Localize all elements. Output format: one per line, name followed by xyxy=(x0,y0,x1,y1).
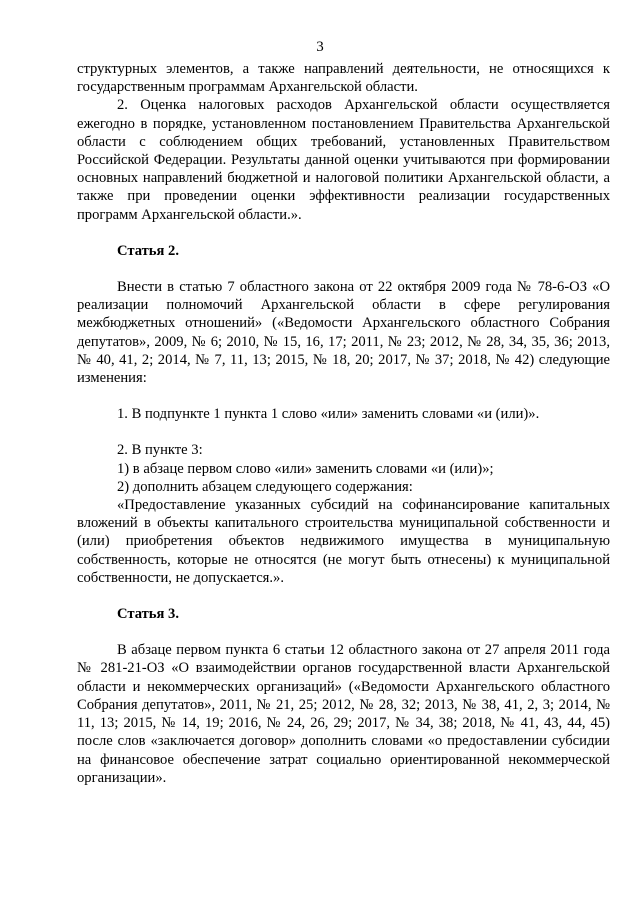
article-3-heading: Статья 3. xyxy=(117,606,179,623)
article-2-item-2: 2. В пункте 3: xyxy=(117,442,203,459)
spacer xyxy=(77,423,610,441)
spacer xyxy=(77,587,610,605)
article-3-body: В абзаце первом пункта 6 статьи 12 областного закона от 27 апреля 2011 года № 281-21-ОЗ «О взаимодействии органов государственной власти Архангельской области и некоммерческих организаций» («Ведомости Архангельского областного Собрания депутатов», 2011, № 21, 25; 2012, № 28, 32; 2013, № 38, 41, 2, 3; 2014, № 11, 13; 2015, № 14, 19; 2016, № 24, 26, 29; 2017, № 34, 38; 2018, № 41, 43, 44, 45) после слов «заключается договор» дополнить словами «о предоставлении субсидии на финансовое обеспечение затрат социально ориентированной некоммерческой организации». xyxy=(77,642,610,786)
page-number: 3 xyxy=(316,39,324,55)
article-2-quote: «Предоставление указанных субсидий на софинансирование капитальных вложений в объекты капитального строительства муниципальной собственности и (или) приобретения объектов недвижимого имущества в муниципальную собственность, которые не относятся (не могут быть отнесены) к муниципальной собственности, не допускается.». xyxy=(77,497,610,586)
spacer xyxy=(77,260,610,278)
article-2-heading: Статья 2. xyxy=(117,242,179,259)
article-2-intro: Внести в статью 7 областного закона от 22 октября 2009 года № 78-6-ОЗ «О реализации полномочий Архангельской области в сфере регулирования межбюджетных отношений» («Ведомости Архангельского областного Собрания депутатов», 2009, № 6; 2010, № 15, 16, 17; 2011, № 23; 2012, № 28, 34, 35, 36; 2013, № 40, 41, 2; 2014, № 7, 11, 13; 2015, № 18, 20; 2017, № 37; 2018, № 42) следующие изменения: xyxy=(77,279,610,387)
spacer xyxy=(77,387,610,405)
article-2-item-2-sub-1: 1) в абзаце первом слово «или» заменить словами «и (или)»; xyxy=(117,460,494,477)
spacer xyxy=(77,224,610,242)
spacer xyxy=(77,623,610,641)
article-2-item-2-sub-2: 2) дополнить абзацем следующего содержания: xyxy=(117,478,413,495)
document-body xyxy=(77,60,610,787)
article-2-item-1: 1. В подпункте 1 пункта 1 слово «или» заменить словами «и (или)». xyxy=(117,406,540,423)
paragraph-continuation: структурных элементов, а также направлений деятельности, не относящихся к государственным программам Архангельской области. xyxy=(77,61,610,96)
paragraph-tax-expenses: 2. Оценка налоговых расходов Архангельской области осуществляется ежегодно в порядке, установленном постановлением Правительства Архангельской области с соблюдением общих требований, установленных Правительством Российской Федерации. Результаты данной оценки учитываются при формировании основных направлений бюджетной и налоговой политики Архангельской области, а также при проведении оценки эффективности реализации государственных программ Архангельской области.». xyxy=(77,97,610,223)
